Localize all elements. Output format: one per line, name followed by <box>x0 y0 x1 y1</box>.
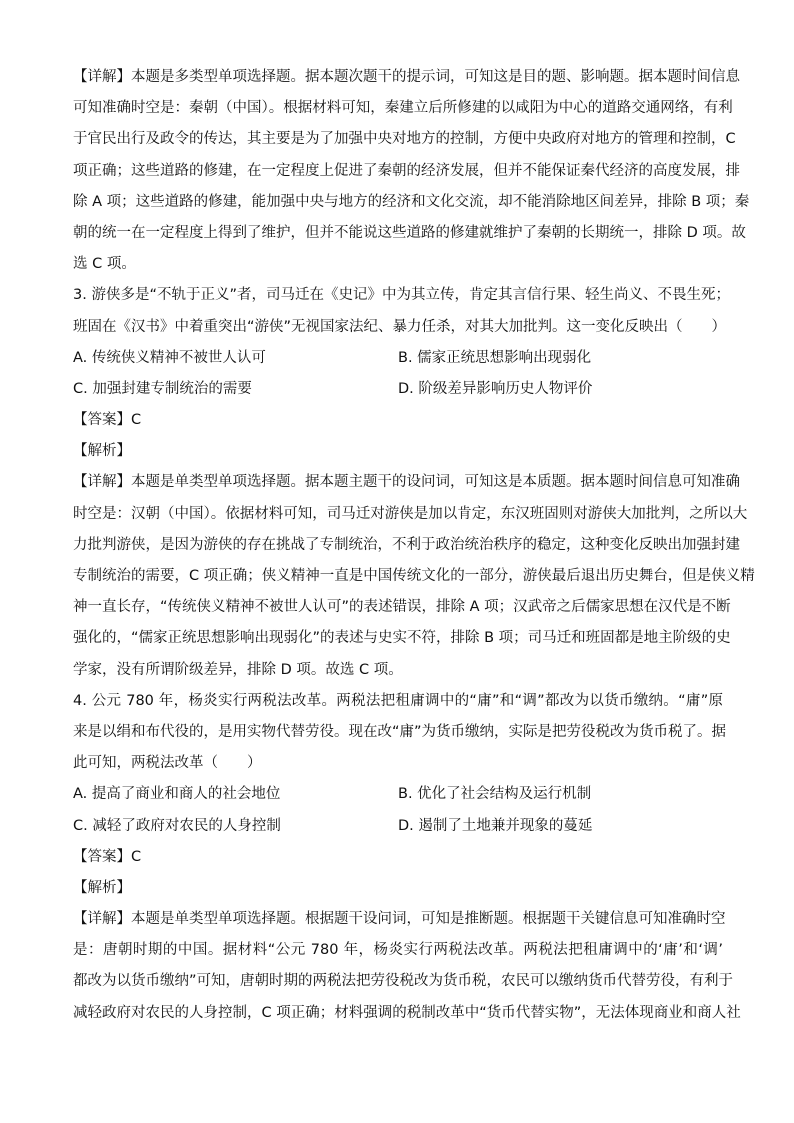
q2-detail-line: 朝的统一在一定程度上得到了维护，但并不能说这些道路的修建就维护了秦朝的长期统一，排除 D 项。故 <box>73 224 746 241</box>
q3-stem-line: 3. 游侠多是“不轨于正义”者，司马迁在《史记》中为其立传，肯定其言信行果、轻生尚义、不畏生死； <box>73 287 730 304</box>
q4-stem-line: 此可知，两税法改革（ ） <box>73 755 262 772</box>
q2-detail-line: 除 A 项；这些道路的修建，能加强中央与地方的经济和文化交流，却不能消除地区间差异，排除 B 项；秦 <box>73 193 750 210</box>
question-4 <box>73 686 741 1029</box>
q4-option-b: B. 优化了社会结构及运行机制 <box>398 786 592 803</box>
q3-detail-line: 学家，没有所谓阶级差异，排除 D 项。故选 C 项。 <box>73 661 403 678</box>
q4-options-row <box>73 811 723 842</box>
q2-detail-line: 可知准确时空是：秦朝（中国）。根据材料可知，秦建立后所修建的以咸阳为中心的道路交通网络，有利 <box>73 100 733 117</box>
q2-detail <box>73 62 750 280</box>
q2-detail-line: 于官民出行及政令的传达，其主要是为了加强中央对地方的控制，方便中央政府对地方的管理和控制，C <box>73 131 736 148</box>
q3-options-row <box>73 343 723 374</box>
q3-option-c: C. 加强封建专制统治的需要 <box>73 380 252 397</box>
q2-detail-line: 选 C 项。 <box>73 256 136 273</box>
q4-option-a: A. 提高了商业和商人的社会地位 <box>73 786 281 803</box>
q3-options-row <box>73 374 723 405</box>
q4-stem-line: 4. 公元 780 年，杨炎实行两税法改革。两税法把租庸调中的“庸”和“调”都改为以货币缴纳。“庸”原 <box>73 692 723 709</box>
q3-stem-line: 班固在《汉书》中着重突出“游侠”无视国家法纪、暴力任杀，对其大加批判。这一变化反映出（ ） <box>73 318 727 335</box>
q3-detail-line: 力批判游侠，是因为游侠的存在挑战了专制统治，不利于政治统治秩序的稳定，这种变化反映出加强封建 <box>73 536 740 553</box>
q3-detail <box>73 467 755 685</box>
q4-answer: 【答案】C <box>73 848 142 865</box>
q4-options-row <box>73 779 723 810</box>
q2-detail-line: 【详解】本题是多类型单项选择题。据本题次题干的提示词，可知这是目的题、影响题。据本题时间信息 <box>73 69 740 85</box>
q3-analysis-label: 【解析】 <box>73 443 131 460</box>
q3-option-b: B. 儒家正统思想影响出现弱化 <box>398 349 592 366</box>
q4-detail-line: 都改为以货币缴纳”可知，唐朝时期的两税法把劳役税改为货币税，农民可以缴纳货币代替劳役，有利于 <box>73 973 734 990</box>
q3-detail-line: 强化的，“儒家正统思想影响出现弱化”的表述与史实不符，排除 B 项；司马迁和班固都是地主阶级的史 <box>73 630 731 647</box>
q4-stem-line: 来是以绢和布代役的，是用实物代替劳役。现在改“庸”为货币缴纳，实际是把劳役税改为货币税了。据 <box>73 723 727 740</box>
question-3 <box>73 280 755 685</box>
q2-detail-line: 项正确；这些道路的修建，在一定程度上促进了秦朝的经济发展，但并不能保证秦代经济的高度发展，排 <box>73 162 740 179</box>
q3-detail-line: 神一直长存，“传统侠义精神不被世人认可”的表述错误，排除 A 项；汉武帝之后儒家思想在汉代是不断 <box>73 599 731 616</box>
q4-detail-line: 减轻政府对农民的人身控制，C 项正确；材料强调的税制改革中“货币代替实物”，无法体现商业和商人社 <box>73 1004 741 1021</box>
q4-analysis-label: 【解析】 <box>73 879 131 896</box>
q3-detail-line: 时空是：汉朝（中国）。依据材料可知，司马迁对游侠是加以肯定，东汉班固则对游侠大加批判，之所以大 <box>73 505 748 522</box>
q4-detail-line: 【详解】本题是单类型单项选择题。根据题干设问词，可知是推断题。根据题干关键信息可知准确时空 <box>73 911 726 928</box>
document-page <box>73 62 755 1029</box>
q3-answer: 【答案】C <box>73 412 142 429</box>
q4-detail <box>73 904 741 1029</box>
q3-option-a: A. 传统侠义精神不被世人认可 <box>73 349 266 366</box>
q4-option-c: C. 减轻了政府对农民的人身控制 <box>73 817 281 834</box>
q3-detail-line: 【详解】本题是单类型单项选择题。据本题主题干的设问词，可知这是本质题。据本题时间信息可知准确 <box>73 474 740 491</box>
q3-option-d: D. 阶级差异影响历史人物评价 <box>398 380 593 397</box>
q4-option-d: D. 遏制了土地兼并现象的蔓延 <box>398 817 593 834</box>
q4-detail-line: 是：唐朝时期的中国。据材料“公元 780 年，杨炎实行两税法改革。两税法把租庸调中的‘庸’和‘调’ <box>73 942 723 959</box>
q3-detail-line: 专制统治的需要，C 项正确；侠义精神一直是中国传统文化的一部分，游侠最后退出历史舞台，但是侠义精 <box>73 568 755 584</box>
